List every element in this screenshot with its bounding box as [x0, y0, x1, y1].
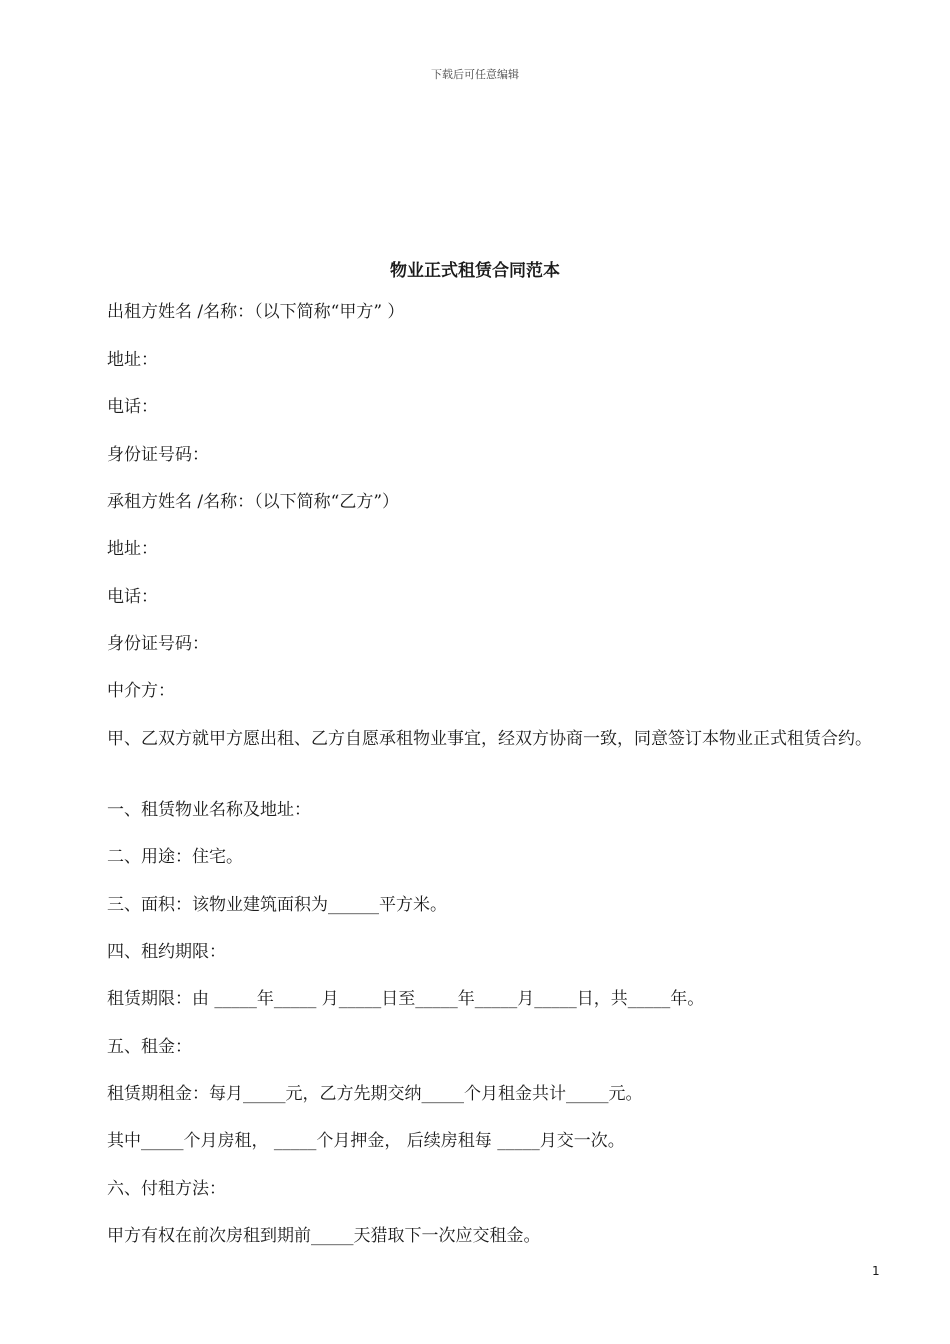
rent-detail-line: 其中_____个月房租， _____个月押金， 后续房租每 _____月交一次。 [107, 1131, 625, 1151]
section-2-heading: 二、用途：住宅。 [107, 847, 243, 867]
section-3-heading: 三、面积：该物业建筑面积为______平方米。 [107, 895, 447, 915]
section-4-heading: 四、租约期限： [107, 942, 226, 962]
rent-line: 租赁期租金：每月_____元，乙方先期交纳_____个月租金共计_____元。 [107, 1084, 643, 1104]
lessor-address-line: 地址： [107, 350, 158, 370]
section-1-heading: 一、租赁物业名称及地址： [107, 800, 311, 820]
section-5-heading: 五、租金： [107, 1037, 192, 1057]
lessee-phone-line: 电话： [107, 587, 158, 607]
section-6-heading: 六、付租方法： [107, 1179, 226, 1199]
lessee-id-line: 身份证号码： [107, 634, 209, 654]
payment-method-line: 甲方有权在前次房租到期前_____天猎取下一次应交租金。 [107, 1226, 541, 1246]
lessor-name-line: 出租方姓名 /名称：（以下简称“甲方” ） [107, 302, 405, 322]
lessor-id-line: 身份证号码： [107, 445, 209, 465]
lessor-phone-line: 电话： [107, 397, 158, 417]
preamble-paragraph: 甲、乙双方就甲方愿出租、乙方自愿承租物业事宜，经双方协商一致，同意签订本物业正式租赁合约。 [107, 729, 872, 749]
lease-term-line: 租赁期限：由 _____年_____ 月_____日至_____年_____月_____日，共_____年。 [107, 989, 705, 1009]
agent-line: 中介方： [107, 681, 175, 701]
lessee-name-line: 承租方姓名 /名称：（以下简称“乙方”） [107, 492, 400, 512]
header-note: 下载后可任意编辑 [431, 68, 519, 81]
lessee-address-line: 地址： [107, 539, 158, 559]
page-number: 1 [872, 1264, 880, 1278]
document-title: 物业正式租赁合同范本 [390, 261, 560, 281]
